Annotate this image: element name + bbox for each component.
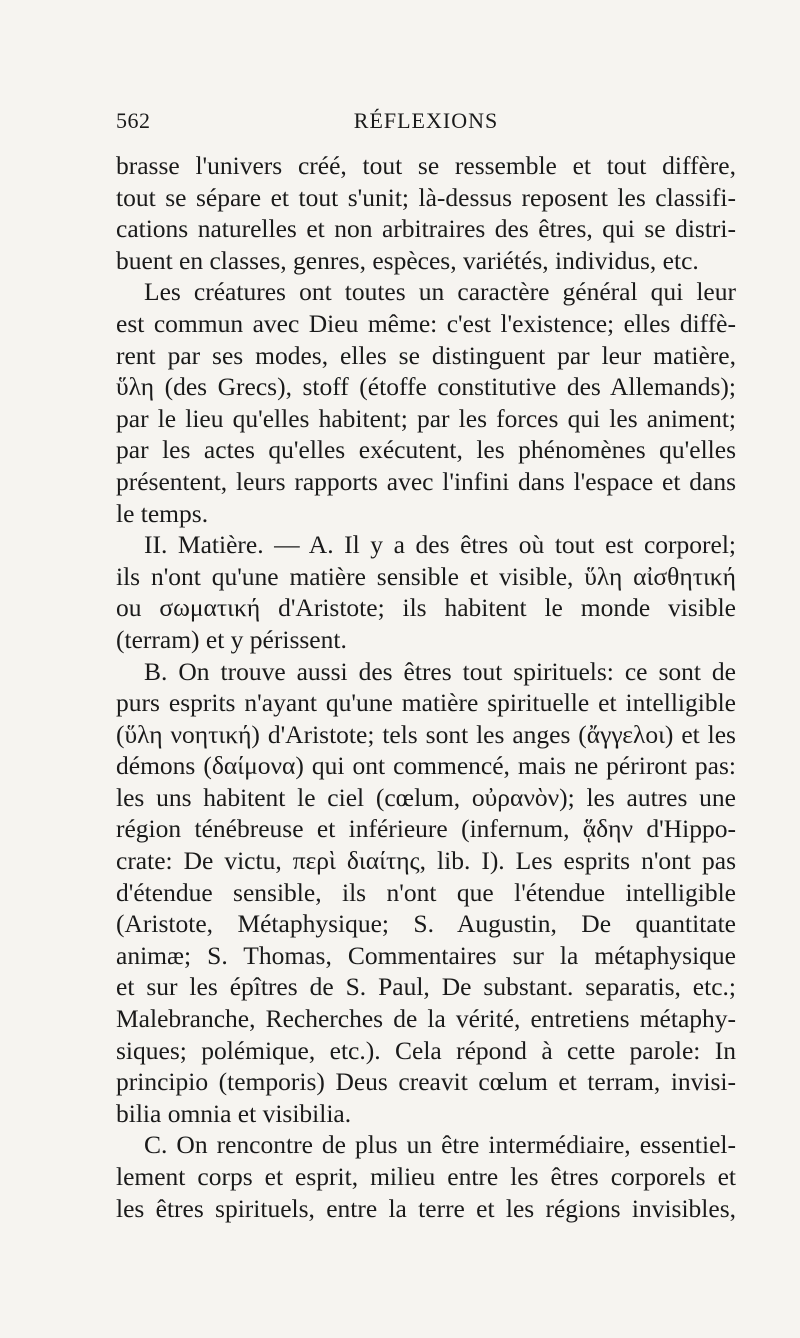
text-line: purs esprits n'ayant qu'une matière spirituelle et intelligible: [116, 688, 736, 718]
text-line: rent par ses modes, elles se distinguent par leur matière,: [116, 340, 736, 370]
text-line: principio (temporis) Deus creavit cœlum et terram, invisi-: [116, 1067, 736, 1097]
text-line: crate: De victu, περὶ διαίτης, lib. I). Les esprits n'ont pas: [116, 846, 736, 876]
text-line: (terram) et y périssent.: [116, 624, 347, 654]
text-line: cations naturelles et non arbitraires des êtres, qui se distri-: [116, 214, 736, 244]
text-line: région ténébreuse et inférieure (infernum, ᾅδην d'Hippo-: [116, 814, 736, 844]
page-header: [116, 108, 736, 138]
text-line: Les créatures ont toutes un caractère général qui leur: [144, 277, 736, 307]
text-line: le temps.: [116, 498, 209, 528]
text-line: buent en classes, genres, espèces, variétés, individus, etc.: [116, 245, 699, 275]
text-line: par le lieu qu'elles habitent; par les forces qui les animent;: [116, 403, 736, 433]
text-line: et sur les épîtres de S. Paul, De substant. separatis, etc.;: [116, 972, 736, 1002]
text-line: par les actes qu'elles exécutent, les phénomènes qu'elles: [116, 435, 736, 465]
page-number: 562: [116, 108, 151, 133]
text-line: (ὕλη νοητική) d'Aristote; tels sont les anges (ἄγγελοι) et les: [116, 719, 736, 749]
running-title: RÉFLEXIONS: [353, 108, 499, 133]
text-line: brasse l'univers créé, tout se ressemble et tout diffère,: [116, 151, 736, 180]
text-line: C. On rencontre de plus un être intermédiaire, essentiel-: [144, 1130, 736, 1160]
text-line: présentent, leurs rapports avec l'infini dans l'espace et dans: [116, 466, 736, 496]
text-line: démons (δαίμονα) qui ont commencé, mais ne périront pas:: [116, 751, 736, 781]
text-line: II. Matière. — A. Il y a des êtres où tout est corporel;: [144, 530, 736, 560]
text-line: Malebranche, Recherches de la vérité, entretiens métaphy-: [116, 1004, 736, 1034]
text-line: les êtres spirituels, entre la terre et les régions invisibles,: [116, 1193, 736, 1223]
text-line: ou σωματική d'Aristote; ils habitent le monde visible: [116, 593, 736, 623]
text-line: bilia omnia et visibilia.: [116, 1098, 352, 1128]
text-line: ὕλη (des Grecs), stoff (étoffe constitutive des Allemands);: [116, 372, 736, 402]
text-line: lement corps et esprit, milieu entre les êtres corporels et: [116, 1162, 736, 1191]
text-line: siques; polémique, etc.). Cela répond à cette parole: In: [116, 1035, 736, 1065]
body-text: [116, 150, 736, 1224]
text-line: B. On trouve aussi des êtres tout spirituels: ce sont de: [144, 656, 736, 686]
text-line: animæ; S. Thomas, Commentaires sur la métaphysique: [116, 940, 736, 970]
text-line: (Aristote, Métaphysique; S. Augustin, De quantitate: [116, 909, 736, 939]
text-line: d'étendue sensible, ils n'ont que l'étendue intelligible: [116, 877, 736, 907]
text-line: les uns habitent le ciel (cœlum, οὐρανὸν); les autres une: [116, 782, 736, 812]
text-line: tout se sépare et tout s'unit; là-dessus reposent les classifi-: [116, 182, 736, 212]
text-line: ils n'ont qu'une matière sensible et visible, ὕλη αἰσθητική: [116, 561, 736, 591]
text-line: est commun avec Dieu même: c'est l'existence; elles diffè-: [116, 308, 736, 338]
